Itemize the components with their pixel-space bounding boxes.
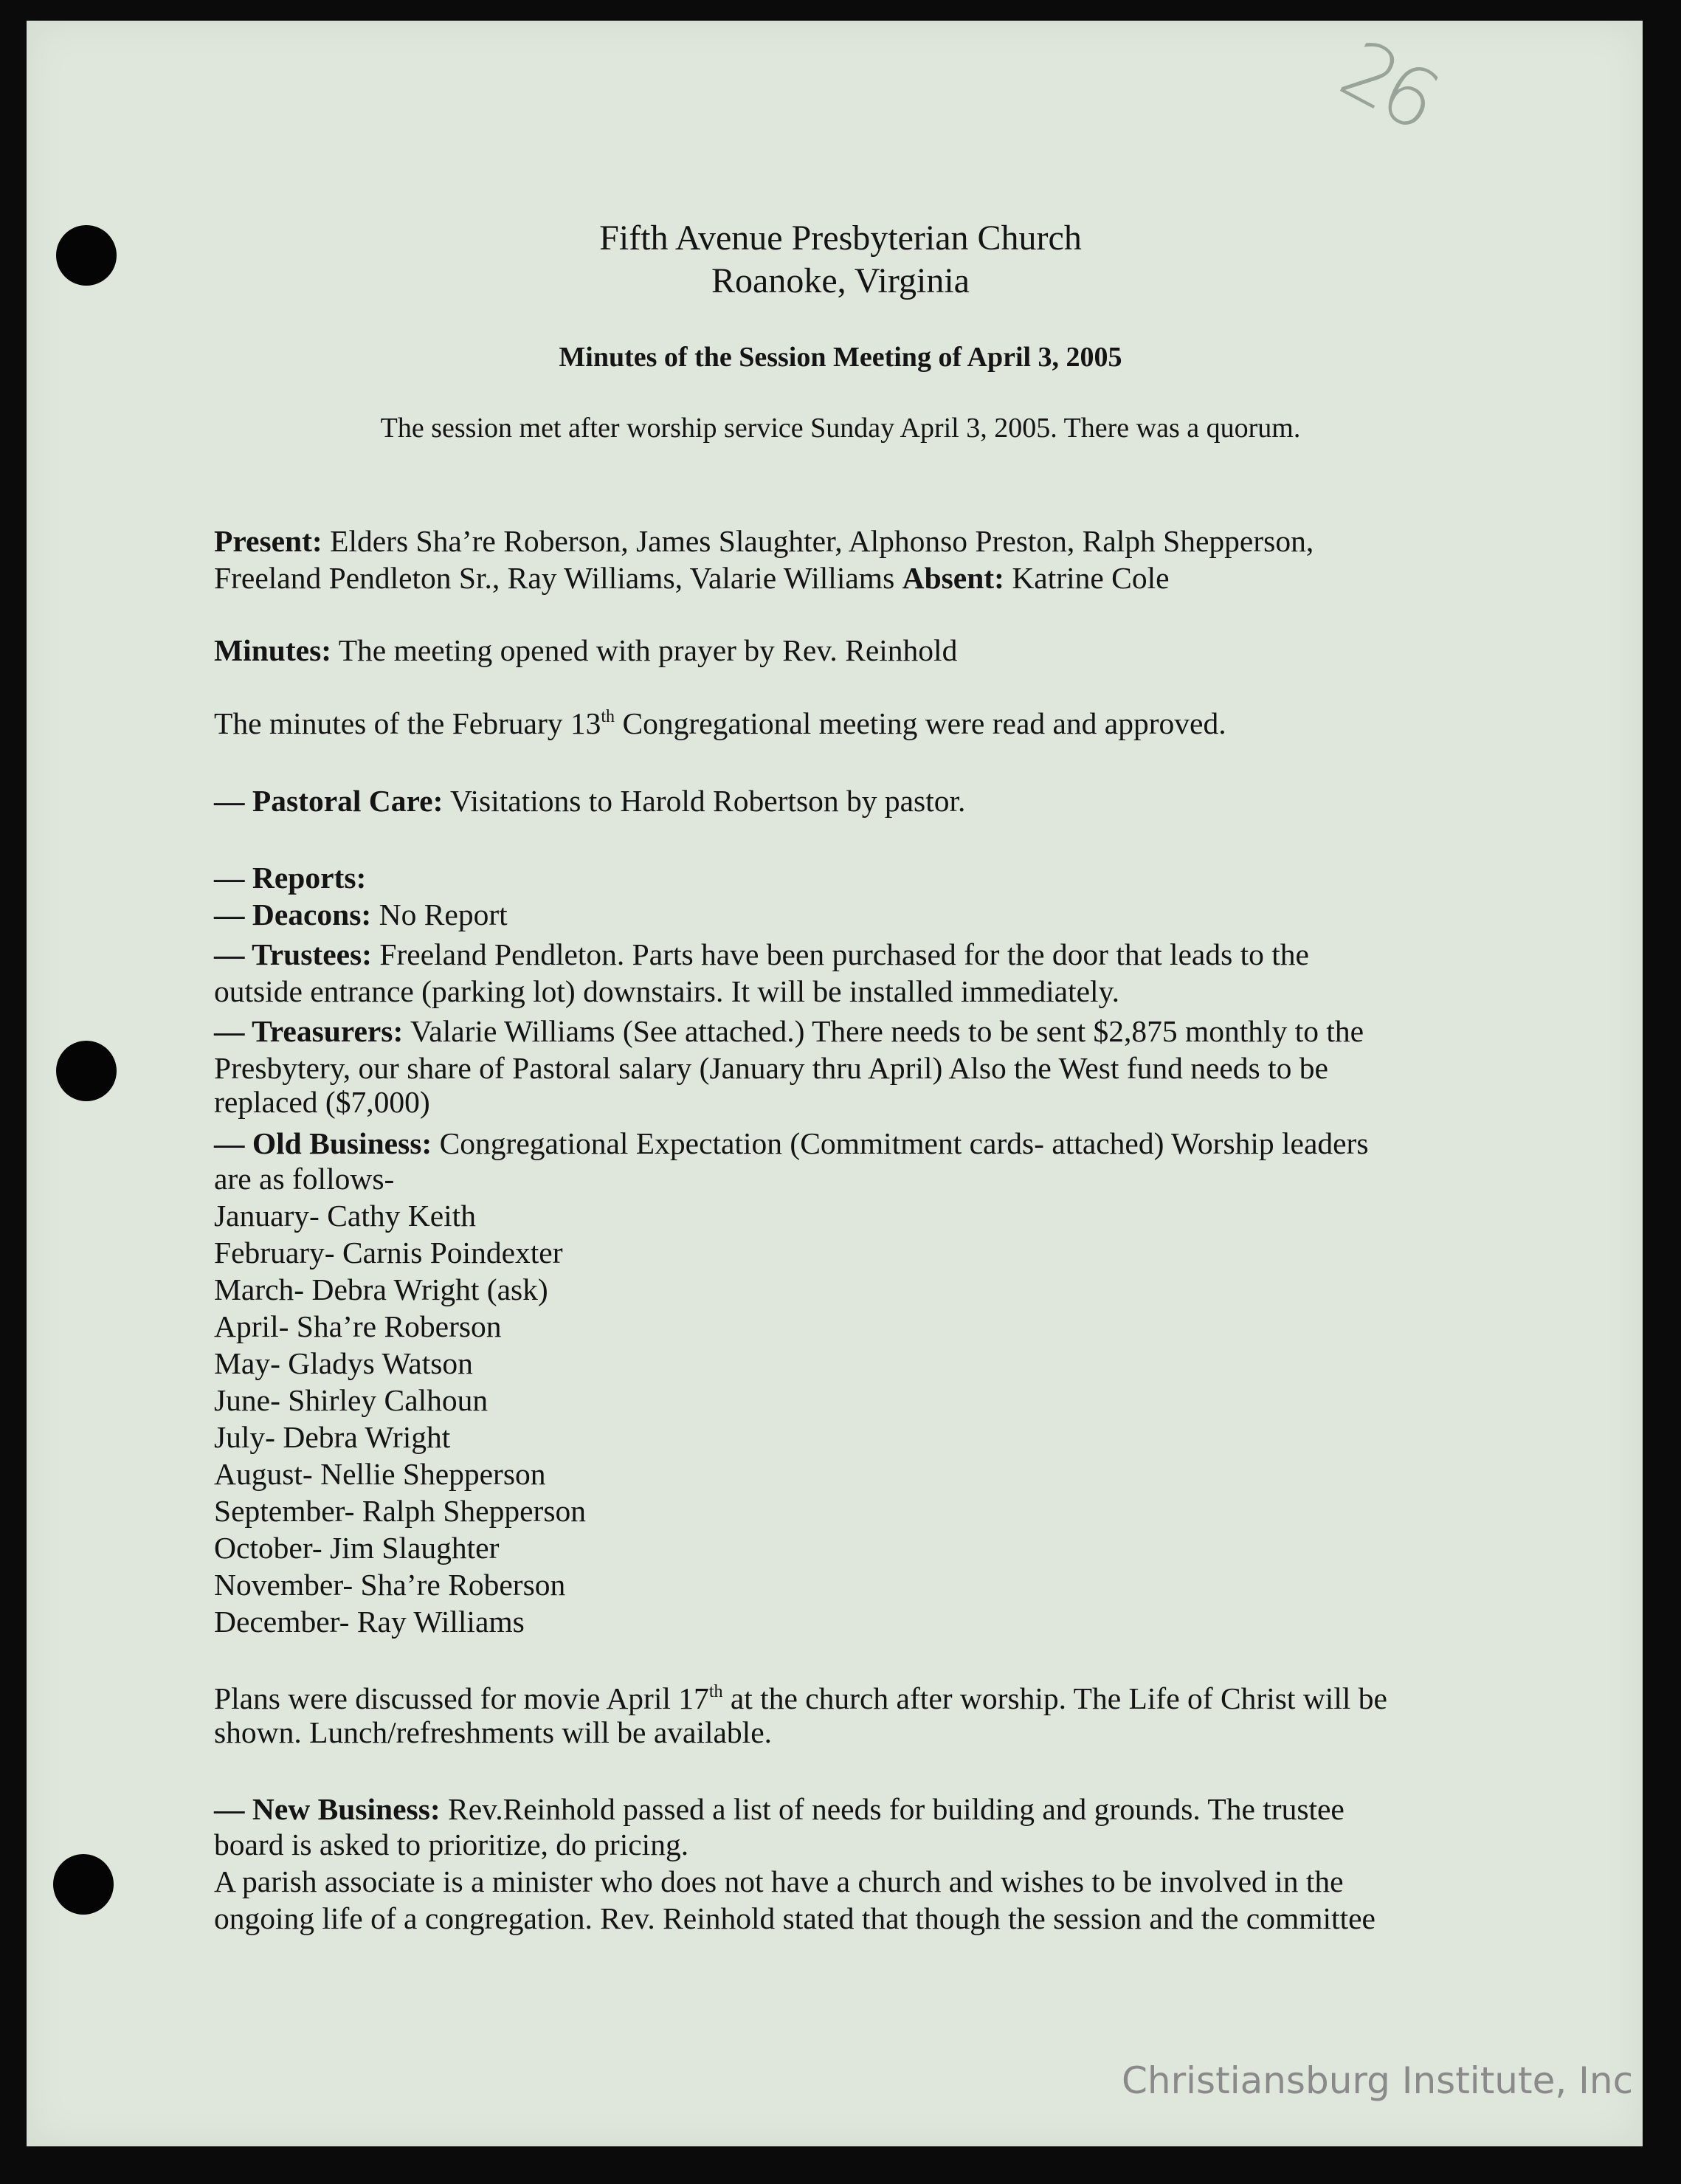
new-business-line-1: — New Business: Rev.Reinhold passed a list of needs for building and grounds. The trustee — [214, 1792, 1345, 1826]
new-business-label: — New Business: — [214, 1792, 441, 1826]
old-business-label: — Old Business: — [214, 1126, 432, 1160]
watermark: Christiansburg Institute, Inc — [1122, 2059, 1634, 2102]
minutes-approval-line: The minutes of the February 13th Congregational meeting were read and approved. — [214, 706, 1226, 740]
treasurers-label: — Treasurers: — [214, 1014, 404, 1048]
worship-leader-item: May- Gladys Watson — [214, 1346, 473, 1380]
new-business-line-3: A parish associate is a minister who does not have a church and wishes to be involved in the — [214, 1864, 1344, 1898]
trustees-line-2: outside entrance (parking lot) downstairs. It will be installed immediately. — [214, 974, 1120, 1008]
plans-line-2: shown. Lunch/refreshments will be available. — [214, 1715, 772, 1749]
pastoral-care-line: — Pastoral Care: Visitations to Harold Robertson by pastor. — [214, 784, 966, 818]
deacons-label: — Deacons: — [214, 898, 372, 931]
new-business-line-4: ongoing life of a congregation. Rev. Reinhold stated that though the session and the committee — [214, 1901, 1375, 1935]
minutes-label: Minutes: — [214, 633, 332, 667]
punch-hole-bottom — [53, 1854, 114, 1915]
treasurers-line-3: replaced ($7,000) — [214, 1085, 430, 1119]
old-business-line-2: are as follows- — [214, 1162, 395, 1196]
worship-leader-item: August- Nellie Shepperson — [214, 1457, 546, 1491]
minutes-line: Minutes: The meeting opened with prayer by Rev. Reinhold — [214, 633, 958, 667]
present-label: Present: — [214, 524, 322, 558]
worship-leader-item: January- Cathy Keith — [214, 1199, 476, 1233]
worship-leader-item: April- Sha’re Roberson — [214, 1309, 502, 1343]
worship-leader-item: July- Debra Wright — [214, 1420, 451, 1454]
worship-leader-item: June- Shirley Calhoun — [214, 1383, 489, 1417]
trustees-label: — Trustees: — [214, 937, 373, 971]
punch-hole-middle — [56, 1041, 117, 1101]
worship-leader-item: November- Sha’re Roberson — [214, 1568, 566, 1602]
worship-leader-item: October- Jim Slaughter — [214, 1531, 500, 1565]
church-location: Roanoke, Virginia — [711, 261, 970, 300]
handwritten-page-number: 26 — [1325, 21, 1449, 147]
church-name: Fifth Avenue Presbyterian Church — [599, 218, 1082, 258]
reports-heading: — Reports: — [214, 861, 367, 895]
plans-line-1: Plans were discussed for movie April 17th at the church after worship. The Life of Christ will be — [214, 1681, 1387, 1715]
deacons-line: — Deacons: No Report — [214, 898, 508, 931]
present-line-2: Freeland Pendleton Sr., Ray Williams, Valarie Williams Absent: Katrine Cole — [214, 561, 1170, 595]
new-business-line-2: board is asked to prioritize, do pricing. — [214, 1828, 689, 1861]
worship-leader-item: March- Debra Wright (ask) — [214, 1272, 548, 1306]
old-business-line-1: — Old Business: Congregational Expectation (Commitment cards- attached) Worship leaders — [214, 1126, 1369, 1160]
worship-leader-item: September- Ralph Shepperson — [214, 1494, 586, 1528]
present-line-1: Present: Elders Sha’re Roberson, James Slaughter, Alphonso Preston, Ralph Shepperson, — [214, 524, 1314, 558]
intro-line: The session met after worship service Sunday April 3, 2005. There was a quorum. — [380, 413, 1301, 444]
treasurers-line-1: — Treasurers: Valarie Williams (See attached.) There needs to be sent $2,875 monthly to the — [214, 1014, 1364, 1048]
worship-leader-item: February- Carnis Poindexter — [214, 1236, 563, 1270]
absent-label: Absent: — [902, 561, 1004, 595]
trustees-line-1: — Trustees: Freeland Pendleton. Parts have been purchased for the door that leads to the — [214, 937, 1309, 971]
worship-leader-item: December- Ray Williams — [214, 1605, 525, 1639]
document-title: Minutes of the Session Meeting of April 3, 2005 — [559, 342, 1122, 373]
pastoral-care-label: — Pastoral Care: — [214, 784, 443, 818]
treasurers-line-2: Presbytery, our share of Pastoral salary (January thru April) Also the West fund needs to be — [214, 1051, 1328, 1085]
